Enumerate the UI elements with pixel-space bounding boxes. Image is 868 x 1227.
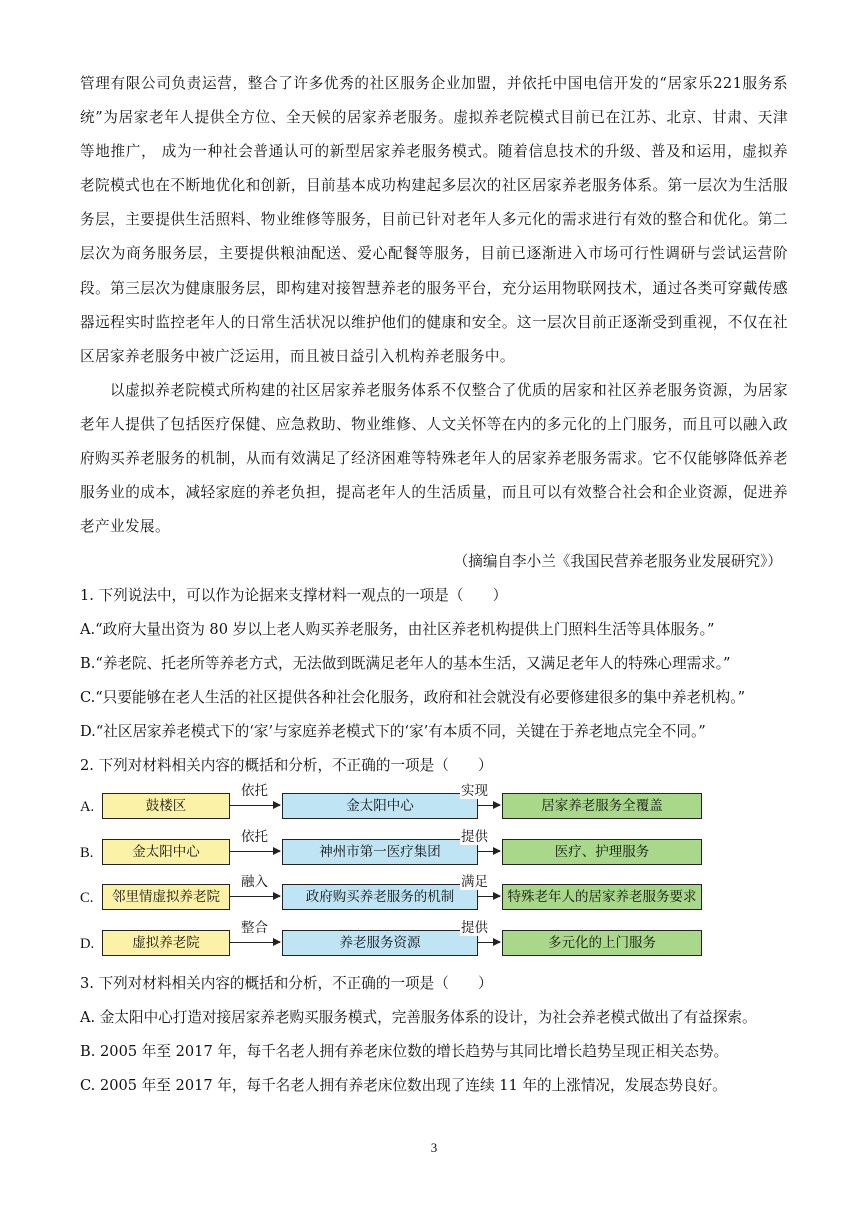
question-1-option-b: B.“养老院、托老所等养老方式，无法做到既满足老年人的基本生活，又满足老年人的特殊心理需求。” (80, 655, 731, 672)
flow-link-label: 提供 (461, 920, 488, 936)
passage-paragraph-2: 以虚拟养老院模式所构建的社区居家养老服务体系不仅整合了优质的居家和社区养老服务资源，为居家老年人提供了包括医疗保健、应急救助、物业维修、人文关怀等在内的多元化的上门服务，而且可以融入政府购买养老服务的机制，从而有效满足了经济困难等特殊老年人的居家养老服务需求。它不仅能够降低养老服务业的成本，减轻家庭的养老负担，提高老年人的生活质量，而且可以有效整合社会和企业资源，促进养老产业发展。 (80, 382, 788, 536)
page-number: 3 (430, 1140, 438, 1155)
flow-box-result: 多元化的上门服务 (502, 930, 702, 956)
question-3-option-c: C. 2005 年至 2017 年，每千名老人拥有养老床位数出现了连续 11 年的上涨情况，发展态势良好。 (80, 1077, 727, 1094)
flow-box-result: 医疗、护理服务 (502, 839, 702, 865)
flow-link-label: 满足 (461, 874, 488, 890)
flow-row-letter: B. (80, 845, 94, 861)
flow-box-medium: 政府购买养老服务的机制 (282, 884, 478, 910)
flow-row-letter: C. (80, 890, 94, 906)
flow-box-result: 居家养老服务全覆盖 (502, 793, 702, 819)
flow-box-subject: 鼓楼区 (102, 793, 230, 819)
arrow-icon (230, 851, 280, 852)
flow-box-medium: 养老服务资源 (282, 930, 478, 956)
arrow-icon (230, 805, 280, 806)
flow-link-label: 融入 (241, 874, 268, 890)
flow-link-label: 提供 (461, 829, 488, 845)
flow-row-a (80, 783, 780, 821)
flow-box-subject: 虚拟养老院 (102, 930, 230, 956)
arrow-icon (230, 896, 280, 897)
flow-box-medium: 神州市第一医疗集团 (282, 839, 478, 865)
flow-row-letter: D. (80, 936, 95, 952)
question-3-option-a: A. 金太阳中心打造对接居家养老购买服务模式，完善服务体系的设计，为社会养老模式做出了有益探索。 (80, 1009, 757, 1026)
flow-link-label: 依托 (241, 829, 268, 845)
flow-link-label: 依托 (241, 783, 268, 799)
flow-link-label: 实现 (461, 783, 488, 799)
flow-link-label: 整合 (241, 920, 268, 936)
flow-row-letter: A. (80, 799, 95, 815)
flow-box-subject: 邻里情虚拟养老院 (102, 884, 230, 910)
flow-row-d (80, 920, 780, 958)
passage-source: （摘编自李小兰《我国民营养老服务业发展研究》） (453, 553, 782, 570)
question-1-option-c: C.“只要能够在老人生活的社区提供各种社会化服务，政府和社会就没有必要修建很多的集中养老机构。” (80, 689, 746, 706)
flow-row-c (80, 874, 780, 912)
passage-paragraph-1: 管理有限公司负责运营，整合了许多优秀的社区服务企业加盟，并依托中国电信开发的“居家乐221服务系统”为居家老年人提供全方位、全天候的居家养老服务。虚拟养老院模式目前已在江苏、北京、甘肃、天津等地推广， 成为一种社会普通认可的新型居家养老服务模式。随着信息技术的升级、普及和运用，虚拟养老院模式也在不断地优化和创新，目前基本成功构建起多层次的社区居家养老服务体系。第一层次为生活服务层，主要提供生活照料、物业维修等服务，目前已针对老年人多元化的需求进行有效的整合和优化。第二层次为商务服务层，主要提供粮油配送、爱心配餐等服务，目前已逐渐进入市场可行性调研与尝试运营阶段。第三层次为健康服务层，即构建对接智慧养老的服务平台，充分运用物联网技术，通过各类可穿戴传感器远程实时监控老年人的日常生活状况以维护他们的健康和安全。这一层次目前正逐渐受到重视，不仅在社区居家养老服务中被广泛运用，而且被日益引入机构养老服务中。 (80, 75, 788, 365)
flow-box-result: 特殊老年人的居家养老服务要求 (502, 884, 702, 910)
arrow-icon (478, 851, 500, 852)
flow-row-b (80, 829, 780, 867)
flow-box-medium: 金太阳中心 (282, 793, 478, 819)
arrow-icon (478, 896, 500, 897)
arrow-icon (478, 942, 500, 943)
question-1-option-a: A.“政府大量出资为 80 岁以上老人购买养老服务，由社区养老机构提供上门照料生活等具体服务。” (80, 621, 715, 638)
question-1-stem: 1. 下列说法中，可以作为论据来支撑材料一观点的一项是（ ） (80, 587, 508, 604)
question-2-stem: 2. 下列对材料相关内容的概括和分析，不正确的一项是（ ） (80, 757, 493, 774)
question-3-stem: 3. 下列对材料相关内容的概括和分析，不正确的一项是（ ） (80, 975, 493, 992)
flow-box-subject: 金太阳中心 (102, 839, 230, 865)
question-3-option-b: B. 2005 年至 2017 年，每千名老人拥有养老床位数的增长趋势与其同比增长趋势呈现正相关态势。 (80, 1043, 729, 1060)
question-1-option-d: D.“社区居家养老模式下的‘家’与家庭养老模式下的‘家’有本质不同，关键在于养老地点完全不同。” (80, 723, 706, 740)
arrow-icon (478, 805, 500, 806)
arrow-icon (230, 942, 280, 943)
